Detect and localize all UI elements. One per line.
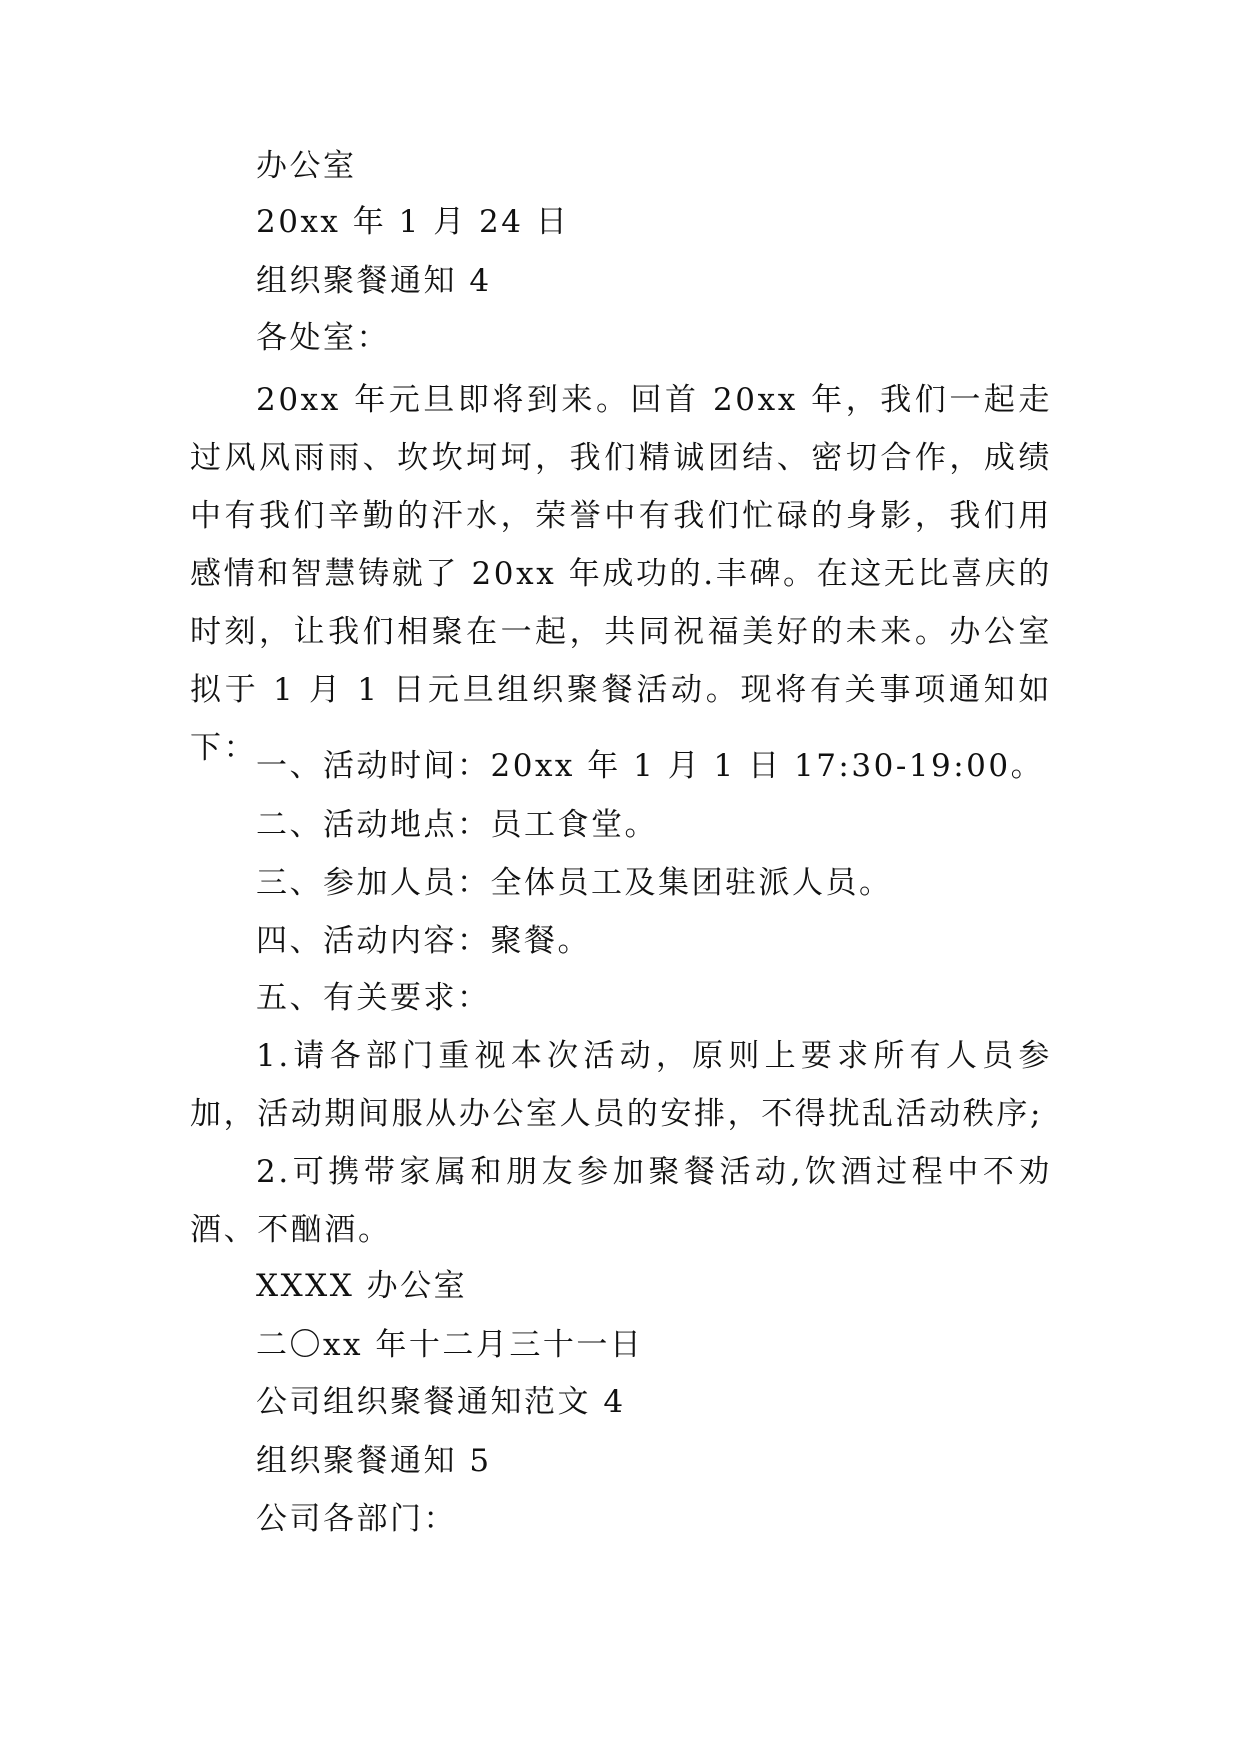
intro-paragraph: 20xx 年元旦即将到来。回首 20xx 年，我们一起走过风风雨雨、坎坎坷坷，我们精诚团结、密切合作，成绩中有我们辛勤的汗水，荣誉中有我们忙碌的身影，我们用感情和智慧铸就了 20xx 年成功的.丰碑。在这无比喜庆的时刻，让我们相聚在一起，共同祝福美好的未来。办公室拟于 1 月 1 日元旦组织聚餐活动。现将有关事项通知如下：: [190, 382, 1052, 766]
list-item: 二、活动地点：员工食堂。: [256, 807, 658, 843]
section-title: 公司组织聚餐通知范文 4: [256, 1384, 626, 1420]
requirement-paragraph: 2.可携带家属和朋友参加聚餐活动,饮酒过程中不劝酒、不酗酒。: [190, 1154, 1052, 1248]
list-item: 五、有关要求：: [256, 980, 491, 1016]
list-item: 四、活动内容：聚餐。: [256, 923, 591, 959]
list-item: 一、活动时间：20xx 年 1 月 1 日 17:30-19:00。: [256, 748, 1045, 784]
salutation: 公司各部门：: [256, 1501, 457, 1537]
requirement-paragraph: 1.请各部门重视本次活动，原则上要求所有人员参加，活动期间服从办公室人员的安排，不得扰乱活动秩序;: [190, 1038, 1052, 1132]
office-name: 办公室: [256, 148, 357, 184]
signature-date: 二〇xx 年十二月三十一日: [256, 1327, 644, 1363]
notice-title: 组织聚餐通知 5: [256, 1443, 492, 1479]
signature: XXXX 办公室: [256, 1268, 468, 1304]
list-item: 三、参加人员：全体员工及集团驻派人员。: [256, 865, 893, 901]
header-date: 20xx 年 1 月 24 日: [256, 204, 570, 240]
salutation: 各处室：: [256, 320, 390, 356]
notice-title: 组织聚餐通知 4: [256, 263, 492, 299]
